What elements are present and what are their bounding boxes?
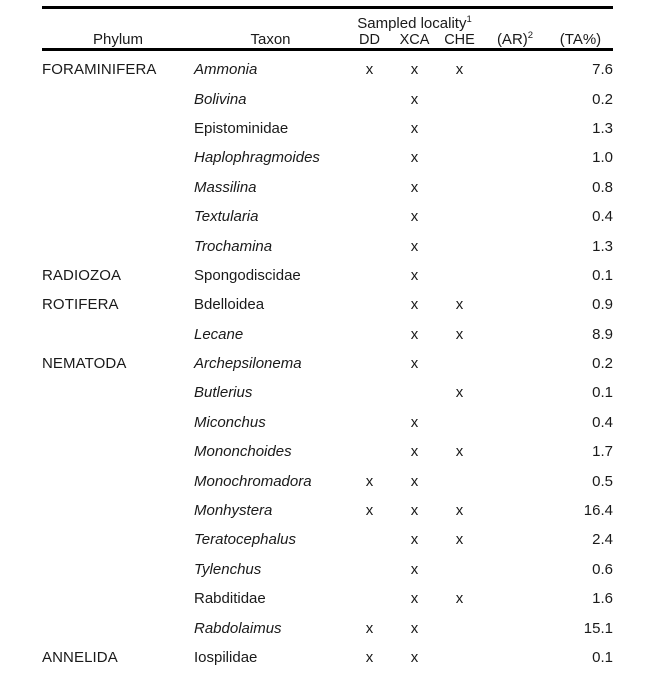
cell-taxon: Tylenchus bbox=[194, 560, 262, 578]
cell-taxon: Bdelloidea bbox=[194, 296, 265, 314]
cell-taxon: Trochamina bbox=[194, 237, 273, 255]
cell-locality-dd: x bbox=[365, 61, 374, 79]
cell-phylum bbox=[42, 437, 194, 466]
cell-ar bbox=[482, 231, 548, 260]
cell-phylum: NEMATODA bbox=[42, 355, 127, 373]
cell-ta-percent: 0.2 bbox=[592, 90, 613, 108]
cell-locality-che: x bbox=[455, 502, 464, 520]
cell-locality-dd bbox=[347, 84, 392, 113]
cell-locality-che bbox=[437, 173, 482, 202]
cell-ta-percent: 1.7 bbox=[592, 443, 613, 461]
table-row bbox=[42, 84, 613, 113]
column-header-ar bbox=[482, 15, 548, 50]
cell-locality-che bbox=[437, 643, 482, 672]
cell-ta-percent: 0.6 bbox=[592, 560, 613, 578]
cell-phylum bbox=[42, 84, 194, 113]
cell-locality-xca: x bbox=[410, 237, 419, 255]
cell-taxon: Lecane bbox=[194, 325, 244, 343]
table-row bbox=[42, 496, 613, 525]
cell-locality-xca: x bbox=[410, 149, 419, 167]
cell-taxon: Miconchus bbox=[194, 413, 266, 431]
sampled-locality-footnote-marker: 1 bbox=[466, 14, 472, 25]
cell-ar bbox=[482, 114, 548, 143]
cell-ar bbox=[482, 437, 548, 466]
cell-locality-xca: x bbox=[410, 208, 419, 226]
cell-locality-che bbox=[437, 202, 482, 231]
cell-taxon: Archepsilonema bbox=[194, 355, 302, 373]
cell-ta-percent: 0.9 bbox=[592, 296, 613, 314]
cell-taxon: Butlerius bbox=[194, 384, 253, 402]
cell-locality-xca: x bbox=[410, 178, 419, 196]
cell-locality-che bbox=[437, 613, 482, 642]
table-header bbox=[42, 8, 613, 52]
cell-ar bbox=[482, 320, 548, 349]
header-row-group bbox=[42, 15, 613, 32]
column-header-ta: (TA%) bbox=[559, 31, 602, 48]
cell-locality-dd: x bbox=[365, 502, 374, 520]
cell-ta-percent: 1.3 bbox=[592, 237, 613, 255]
cell-phylum bbox=[42, 202, 194, 231]
cell-ta-percent: 7.6 bbox=[592, 61, 613, 79]
cell-locality-che: x bbox=[455, 325, 464, 343]
table-row bbox=[42, 290, 613, 319]
cell-locality-dd: x bbox=[365, 472, 374, 490]
cell-locality-dd bbox=[347, 408, 392, 437]
cell-locality-dd: x bbox=[365, 649, 374, 666]
cell-locality-che bbox=[437, 261, 482, 290]
cell-locality-che bbox=[437, 408, 482, 437]
cell-taxon: Textularia bbox=[194, 208, 259, 226]
cell-ta-percent: 1.0 bbox=[592, 149, 613, 167]
cell-ta-percent: 0.8 bbox=[592, 178, 613, 196]
cell-locality-che bbox=[437, 84, 482, 113]
cell-ta-percent: 1.6 bbox=[592, 590, 613, 608]
cell-locality-xca: x bbox=[410, 355, 419, 373]
cell-ta-percent: 0.4 bbox=[592, 413, 613, 431]
cell-locality-che: x bbox=[455, 443, 464, 461]
cell-locality-xca: x bbox=[410, 90, 419, 108]
column-header-xca: XCA bbox=[399, 32, 430, 48]
cell-taxon: Haplophragmoides bbox=[194, 149, 320, 167]
cell-ta-percent: 0.1 bbox=[592, 266, 613, 284]
cell-ar bbox=[482, 143, 548, 172]
cell-ta-percent: 8.9 bbox=[592, 325, 613, 343]
cell-phylum: ROTIFERA bbox=[42, 296, 119, 314]
column-header-taxon: Taxon bbox=[250, 31, 291, 48]
sampled-locality-label: Sampled locality bbox=[357, 15, 467, 32]
cell-ar bbox=[482, 290, 548, 319]
cell-locality-dd bbox=[347, 378, 392, 407]
cell-locality-dd bbox=[347, 290, 392, 319]
cell-ar bbox=[482, 202, 548, 231]
cell-locality-dd bbox=[347, 261, 392, 290]
cell-locality-che: x bbox=[455, 384, 464, 402]
table-row bbox=[42, 555, 613, 584]
table-row bbox=[42, 261, 613, 290]
cell-locality-dd bbox=[347, 143, 392, 172]
cell-ar bbox=[482, 84, 548, 113]
cell-phylum bbox=[42, 114, 194, 143]
cell-locality-xca: x bbox=[410, 619, 419, 637]
cell-ar bbox=[482, 466, 548, 495]
cell-taxon: Massilina bbox=[194, 178, 257, 196]
table-row bbox=[42, 231, 613, 260]
cell-phylum bbox=[42, 496, 194, 525]
cell-ar bbox=[482, 51, 548, 84]
cell-locality-che: x bbox=[455, 590, 464, 608]
cell-locality-xca: x bbox=[410, 472, 419, 490]
cell-phylum bbox=[42, 231, 194, 260]
cell-locality-xca: x bbox=[410, 266, 419, 284]
cell-locality-dd bbox=[347, 349, 392, 378]
cell-taxon: Spongodiscidae bbox=[194, 266, 301, 284]
cell-phylum bbox=[42, 143, 194, 172]
taxa-table-container bbox=[42, 6, 613, 672]
table-row bbox=[42, 202, 613, 231]
cell-locality-xca: x bbox=[410, 560, 419, 578]
column-header-dd: DD bbox=[359, 32, 380, 48]
cell-locality-xca: x bbox=[410, 649, 419, 666]
cell-taxon: Bolivina bbox=[194, 90, 247, 108]
cell-taxon: Ammonia bbox=[194, 61, 258, 79]
cell-ar bbox=[482, 261, 548, 290]
cell-phylum bbox=[42, 466, 194, 495]
column-header-phylum: Phylum bbox=[92, 31, 144, 48]
cell-locality-che bbox=[437, 349, 482, 378]
cell-locality-che: x bbox=[455, 61, 464, 79]
cell-locality-che bbox=[437, 555, 482, 584]
table-row bbox=[42, 114, 613, 143]
cell-taxon: Iospilidae bbox=[194, 649, 258, 666]
cell-locality-dd: x bbox=[365, 619, 374, 637]
cell-ta-percent: 1.3 bbox=[592, 119, 613, 137]
table-row bbox=[42, 378, 613, 407]
cell-ta-percent: 0.2 bbox=[592, 355, 613, 373]
ar-footnote-marker: 2 bbox=[527, 30, 534, 41]
cell-ar bbox=[482, 173, 548, 202]
column-header-che: CHE bbox=[444, 32, 475, 48]
cell-phylum bbox=[42, 173, 194, 202]
taxa-table bbox=[42, 6, 613, 672]
table-row bbox=[42, 173, 613, 202]
cell-ar bbox=[482, 613, 548, 642]
cell-phylum bbox=[42, 584, 194, 613]
cell-phylum bbox=[42, 555, 194, 584]
table-row bbox=[42, 143, 613, 172]
cell-ta-percent: 0.1 bbox=[592, 384, 613, 402]
cell-locality-dd bbox=[347, 437, 392, 466]
cell-locality-xca: x bbox=[410, 119, 419, 137]
table-row bbox=[42, 643, 613, 672]
table-body bbox=[42, 51, 613, 672]
cell-phylum: RADIOZOA bbox=[42, 266, 122, 284]
table-row bbox=[42, 51, 613, 84]
cell-locality-dd bbox=[347, 114, 392, 143]
cell-phylum bbox=[42, 613, 194, 642]
cell-ar bbox=[482, 525, 548, 554]
cell-locality-dd bbox=[347, 320, 392, 349]
cell-ar bbox=[482, 408, 548, 437]
cell-ar bbox=[482, 378, 548, 407]
cell-ta-percent: 15.1 bbox=[583, 619, 613, 637]
cell-locality-che bbox=[437, 114, 482, 143]
cell-locality-xca: x bbox=[410, 502, 419, 520]
cell-taxon: Mononchoides bbox=[194, 443, 292, 461]
cell-phylum: FORAMINIFERA bbox=[42, 61, 157, 79]
cell-ta-percent: 0.1 bbox=[592, 649, 613, 666]
table-row bbox=[42, 584, 613, 613]
cell-locality-xca: x bbox=[410, 590, 419, 608]
cell-taxon: Teratocephalus bbox=[194, 531, 297, 549]
cell-ta-percent: 0.5 bbox=[592, 472, 613, 490]
cell-phylum bbox=[42, 320, 194, 349]
cell-locality-xca: x bbox=[410, 296, 419, 314]
cell-ta-percent: 0.4 bbox=[592, 208, 613, 226]
cell-locality-xca: x bbox=[410, 531, 419, 549]
cell-ar bbox=[482, 555, 548, 584]
column-header-sampled-locality bbox=[347, 15, 482, 32]
table-row bbox=[42, 613, 613, 642]
cell-locality-che: x bbox=[455, 531, 464, 549]
cell-locality-xca: x bbox=[410, 325, 419, 343]
cell-phylum bbox=[42, 378, 194, 407]
cell-locality-dd bbox=[347, 173, 392, 202]
cell-taxon: Rabditidae bbox=[194, 590, 266, 608]
cell-taxon: Rabdolaimus bbox=[194, 619, 282, 637]
table-row bbox=[42, 466, 613, 495]
cell-locality-dd bbox=[347, 584, 392, 613]
ar-label: (AR) bbox=[496, 31, 528, 48]
cell-locality-xca: x bbox=[410, 413, 419, 431]
cell-ar bbox=[482, 349, 548, 378]
cell-ta-percent: 16.4 bbox=[583, 502, 613, 520]
cell-locality-xca: x bbox=[410, 443, 419, 461]
table-row bbox=[42, 525, 613, 554]
cell-locality-xca bbox=[392, 378, 437, 407]
table-row bbox=[42, 437, 613, 466]
cell-phylum bbox=[42, 525, 194, 554]
cell-locality-che: x bbox=[455, 296, 464, 314]
cell-locality-dd bbox=[347, 231, 392, 260]
cell-locality-che bbox=[437, 231, 482, 260]
cell-phylum: ANNELIDA bbox=[42, 649, 118, 666]
cell-locality-dd bbox=[347, 525, 392, 554]
cell-ta-percent: 2.4 bbox=[592, 531, 613, 549]
cell-locality-che bbox=[437, 143, 482, 172]
cell-ar bbox=[482, 643, 548, 672]
cell-taxon: Epistominidae bbox=[194, 119, 289, 137]
cell-locality-che bbox=[437, 466, 482, 495]
cell-ar bbox=[482, 584, 548, 613]
table-row bbox=[42, 408, 613, 437]
table-row bbox=[42, 320, 613, 349]
cell-taxon: Monochromadora bbox=[194, 472, 312, 490]
cell-locality-dd bbox=[347, 202, 392, 231]
table-row bbox=[42, 349, 613, 378]
cell-locality-xca: x bbox=[410, 61, 419, 79]
cell-locality-dd bbox=[347, 555, 392, 584]
cell-taxon: Monhystera bbox=[194, 502, 273, 520]
cell-ar bbox=[482, 496, 548, 525]
cell-phylum bbox=[42, 408, 194, 437]
